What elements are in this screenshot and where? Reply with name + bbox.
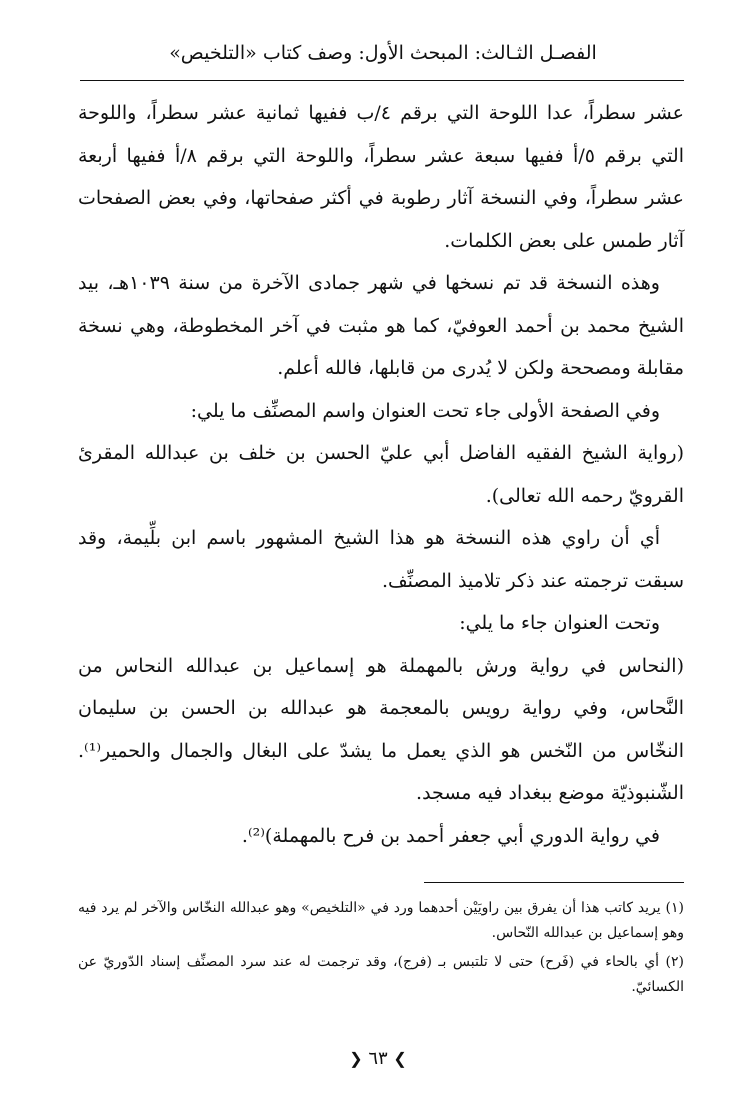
- header-rule: [80, 80, 684, 81]
- paragraph-8: في رواية الدوري أبي جعفر أحمد بن فرح بالمهملة)⁽²⁾.: [241, 824, 660, 847]
- paragraph-2: وهذه النسخة قد تم نسخها في شهر جمادى الآخرة من سنة ١٠٣٩هـ، بيد الشيخ محمد بن أحمد العوفيّ، كما هو مثبت في آخر المخطوطة، وهي نسخة مقابلة ومصححة ولكن لا يُدرى من قابلها، فالله أعلم.: [78, 272, 684, 379]
- footnote-2: (٢) أي بالحاء في (فَرح) حتى لا تلتبس بـ (فرج)، وقد ترجمت له عند سرد المصنِّف إسناد الدّوريّ عن الكسائيّ.: [78, 954, 684, 995]
- footnotes: [78, 896, 684, 1004]
- page-number: [0, 1046, 756, 1072]
- paragraph-1: عشر سطراً، عدا اللوحة التي برقم ٤/ب ففيها ثمانية عشر سطراً، واللوحة التي برقم ٥/أ ففيها سبعة عشر سطراً، واللوحة التي برقم ٨/أ ففيها أربعة عشر سطراً، وفي النسخة آثار رطوبة في أكثر صفحاتها، وفي بعض الصفحات آثار طمس على بعض الكلمات.: [78, 102, 684, 252]
- footnote-rule: [424, 882, 684, 883]
- ornament-right-icon: ❯: [393, 1049, 407, 1068]
- paragraph-6: وتحت العنوان جاء ما يلي:: [459, 612, 660, 634]
- paragraph-5: أي أن راوي هذه النسخة هو هذا الشيخ المشهور باسم ابن بلِّيمة، وقد سبقت ترجمته عند ذكر تلاميذ المصنِّف.: [78, 527, 684, 592]
- paragraph-4: (رواية الشيخ الفقيه الفاضل أبي عليّ الحسن بن خلف بن عبدالله المقرئ القرويّ رحمه الله تعالى).: [78, 442, 684, 507]
- main-text: [78, 92, 684, 857]
- paragraph-7: (النحاس في رواية ورش بالمهملة هو إسماعيل بن عبدالله النحاس من النَّحاس، وفي رواية رويس بالمعجمة هو عبدالله بن الحسن بن سليمان النخّاس من النّخس هو الذي يعمل ما يشدّ على البغال والجمال والحمير⁽¹⁾. الشّنبوذيّة موضع ببغداد فيه مسجد.: [78, 654, 684, 804]
- page-number-value: ٦٣: [368, 1048, 388, 1069]
- paragraph-3: وفي الصفحة الأولى جاء تحت العنوان واسم المصنِّف ما يلي:: [190, 399, 660, 422]
- footnote-1: (١) يريد كاتب هذا أن يفرق بين راويَيْن أحدهما ورد في «التلخيص» وهو عبدالله النخّاس والآخر لم يرد فيه وهو إسماعيل بن عبدالله النّحاس.: [78, 900, 684, 941]
- running-header: الفصـل الثـالث: المبحث الأول: وصف كتاب «التلخيص»: [169, 42, 597, 64]
- ornament-left-icon: ❮: [349, 1049, 363, 1068]
